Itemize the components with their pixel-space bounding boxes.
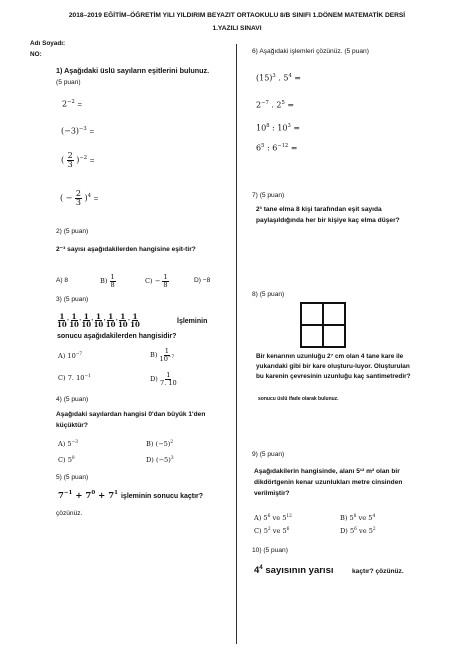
q3-option-c[interactable]: C) 7. $10^{-1}$ <box>58 374 91 383</box>
q3-option-d[interactable]: D) $\frac{1}{7. 10}$ <box>150 371 177 387</box>
exam-subtitle: 1.YAZILI SINAVI <box>212 25 262 32</box>
q1-item-1: $2^{-2}$ = <box>62 99 83 109</box>
q3-option-a[interactable]: A) $10^{-7}$ <box>58 352 83 361</box>
q2-option-b[interactable]: B) $\frac{1}{8}$ <box>100 273 115 289</box>
q6-item-2: $2^{-7}$ . $2^5$ = <box>256 100 295 110</box>
q8-title: 8) (5 puan) <box>252 291 285 298</box>
q2-option-c[interactable]: C) − $\frac{1}{8}$ <box>145 273 168 289</box>
q4-option-c[interactable]: C) $5^0$ <box>58 456 75 465</box>
q9-title: 9) (5 puan) <box>252 451 285 458</box>
q4-option-b[interactable]: B) $(-5)^2$ <box>146 440 174 449</box>
column-divider <box>236 44 237 644</box>
q8-text: Bir kenarının uzunluğu 2⁷ cm olan 4 tane kare ile yukarıdaki gibi bir kare oluşturu-luyor. Oluşturulan bu karenin çevresinin uzunluğu kaç santimetredir? <box>256 353 411 380</box>
q10-tail: kaçtır? çözünüz. <box>352 568 404 575</box>
q9-text: Aşağıdakilerin hangisinde, alanı 5¹² m² olan bir dikdörtgenin kenar uzunlukları metre cinsinden verilmiştir? <box>254 468 403 497</box>
q6-item-3: $10^8$ : $10^3$ = <box>256 123 301 133</box>
q4-title: 4) (5 puan) <box>56 396 89 403</box>
q9-option-c[interactable]: C) $5^2$ ve $5^6$ <box>254 527 290 536</box>
q3-fraction-product: $\frac{1}{10}$ · $\frac{1}{10}$ · $\frac{1}{10}$ · $\frac{1}{10}$ · $\frac{1}{10}$ · $\frac{1}{10}$ · $\frac{1}{10}$ <box>57 312 140 329</box>
q2-text: 2⁻³ sayısı aşağıdakilerden hangisine eşit-tir? <box>56 246 196 253</box>
q4-option-a[interactable]: A) $5^{-3}$ <box>58 440 78 449</box>
q9-option-b[interactable]: B) $5^8$ ve $5^4$ <box>340 514 376 523</box>
q1-item-2: $(-3)^{-3}$ = <box>61 126 95 136</box>
q6-title: 6) Aşağıdaki işlemleri çözünüz. (5 puan) <box>252 48 369 55</box>
q9-option-a[interactable]: A) $5^6$ ve $5^{12}$ <box>254 514 292 523</box>
q5-text: $7^{-1} + 7^0 + 7^1$ işleminin sonucu kaçtır? <box>58 490 204 501</box>
q7-text: 2³ tane elma 8 kişi tarafından eşit sayıda paylaşıldığında her bir kişiye kaç elma düşer? <box>256 206 400 224</box>
q2-title: 2) (5 puan) <box>56 228 89 235</box>
q10-title: 10) (5 puan) <box>252 547 288 554</box>
q3-text2: sonucu aşağıdakilerden hangisidir? <box>57 333 177 340</box>
q1-item-3: ( $\frac{2}{3}$ )$^{-2}$ = <box>61 151 95 169</box>
q7-title: 7) (5 puan) <box>252 192 285 199</box>
q5-title: 5) (5 puan) <box>56 474 89 481</box>
q6-item-1: $(15)^3$ . $5^4$ = <box>256 73 302 83</box>
q2-option-a[interactable]: A) 8 <box>56 277 69 284</box>
q4-option-d[interactable]: D) $(-5)^3$ <box>146 456 174 465</box>
q10-text: $4^4$ sayısının yarısı <box>254 564 334 577</box>
q9-option-d[interactable]: D) $5^6$ ve $5^2$ <box>340 527 376 536</box>
exam-title: 2018–2019 EĞİTİM–ÖĞRETİM YILI YILDIRIM BEYAZIT ORTAOKULU 8/B SINIFI 1.DÖNEM MATEMATİK DERSİ <box>68 12 406 19</box>
q8-note: sonucu üslü ifade olarak bulunuz. <box>258 396 339 402</box>
square-figure <box>300 302 346 348</box>
q1-title: 1) Aşağıdaki üslü sayıların eşitlerini bulunuz. <box>56 66 210 75</box>
q4-text: Aşağıdaki sayılardan hangisi 0'dan büyük 1'den küçüktür? <box>56 411 206 429</box>
q3-text1: İşleminin <box>177 318 208 325</box>
q3-title: 3) (5 puan) <box>56 296 89 303</box>
q3-option-b[interactable]: B) $\frac{1}{10^{-7}}$ <box>150 347 175 363</box>
q1-points: (5 puan) <box>56 79 81 86</box>
name-label: Adı Soyadı: <box>30 40 66 47</box>
no-label: NO: <box>30 51 42 58</box>
q2-option-d[interactable]: D) −8 <box>194 277 211 284</box>
q6-item-4: $6^5$ : $6^{-12}$ = <box>256 143 298 153</box>
q5-footer: çözünüz. <box>56 510 83 517</box>
q1-item-4: ( − $\frac{2}{3}$ )$^4$ = <box>60 189 99 207</box>
